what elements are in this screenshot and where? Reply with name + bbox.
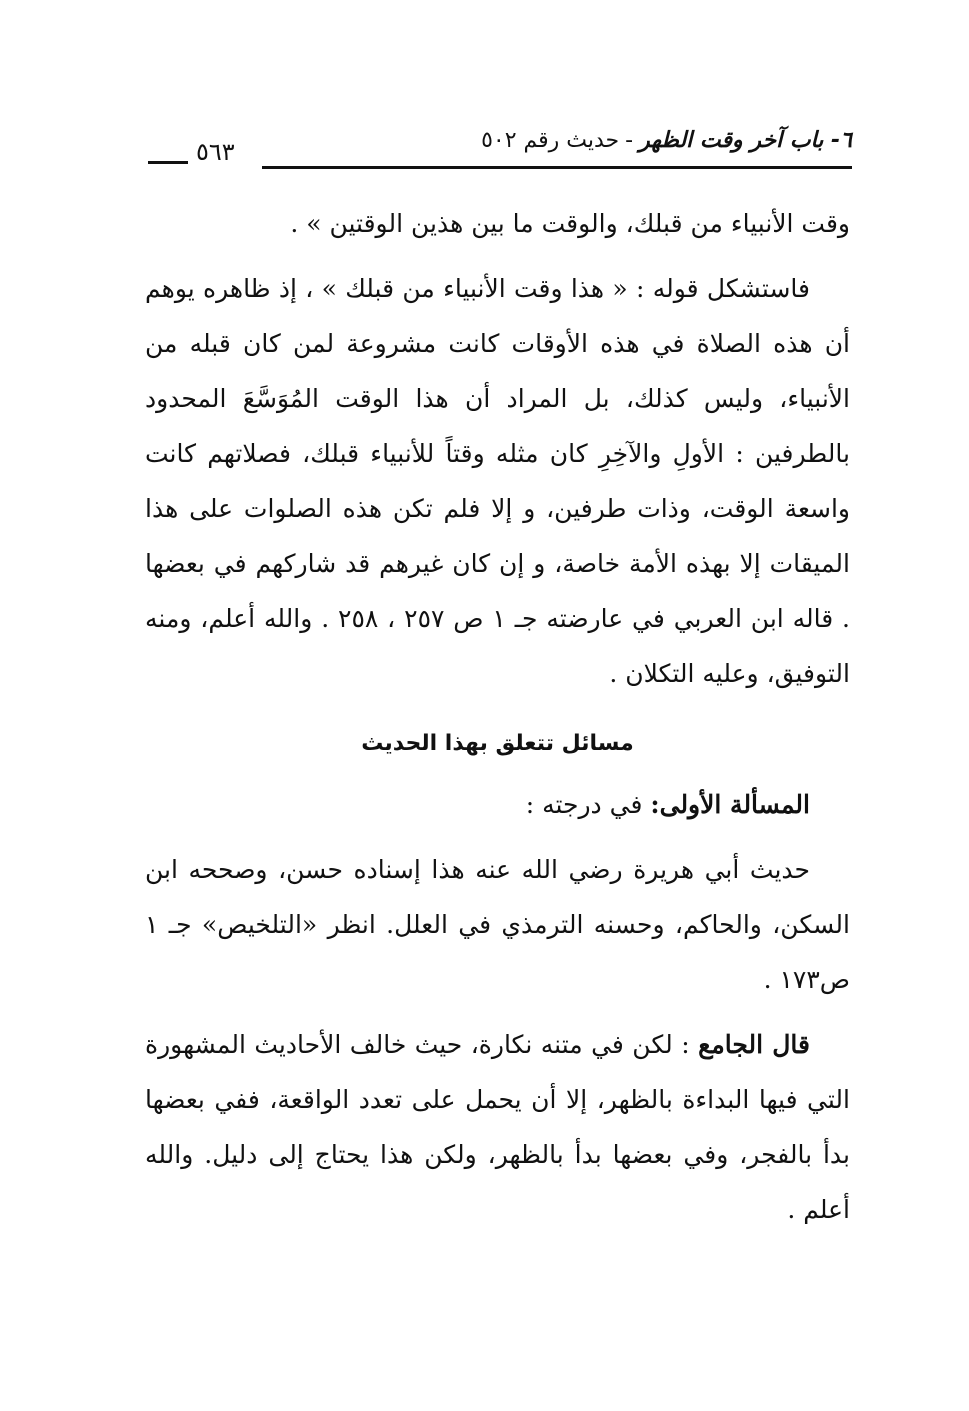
question-1 xyxy=(145,777,850,832)
chapter-title: ٦- باب آخر وقت الظهر xyxy=(639,128,852,153)
question-1-text: في درجته : xyxy=(525,790,643,819)
paragraph-3: حديث أبي هريرة رضي الله عنه هذا إسناده حسن، وصححه ابن السكن، والحاكم، وحسنه الترمذي في العلل. انظر «التلخيص» جـ ١ ص١٧٣ . xyxy=(145,855,850,994)
paragraph-4 xyxy=(145,1017,850,1237)
section-title: مسائل تتعلق بهذا الحديث xyxy=(361,731,634,756)
paragraph-4-text: : لكن في متنه نكارة، حيث خالف الأحاديث المشهورة التي فيها البداءة بالظهر، إلا أن يحمل على تعدد الواقعة، ففي بعضها بدأ بالفجر، وفي بعضها بدأ بالظهر، ولكن هذا يحتاج إلى دليل. والله أعلم . xyxy=(145,1030,850,1224)
title-separator: - xyxy=(625,128,634,153)
paragraph-2: فاستشكل قوله : « هذا وقت الأنبياء من قبلك » ، إذ ظاهره يوهم أن هذه الصلاة في هذه الأوقات كانت مشروعة لمن كان قبله من الأنبياء، وليس كذلك، بل المراد أن هذا الوقت المُوَسَّعَ المحدود بالطرفين : الأولِ والآخِرِ كان مثله وقتاً للأنبياء قبلك، فصلاتهم كانت واسعة الوقت، وذات طرفين، و إلا فلم تكن هذه الصلوات على هذا الميقات إلا بهذه الأمة خاصة، و إن كان غيرهم قد شاركهم في بعضها . قاله ابن العربي في عارضته جـ ١ ص ٢٥٧ ، ٢٥٨ . والله أعلم، ومنه التوفيق، وعليه التكلان . xyxy=(145,274,851,688)
running-title xyxy=(481,128,852,153)
header-rule xyxy=(262,166,852,169)
page-number-dash xyxy=(148,161,188,164)
page-body xyxy=(145,196,850,1237)
question-1-label: المسألة الأولى: xyxy=(650,790,810,819)
page-number: ٥٦٣ xyxy=(196,138,235,166)
paragraph-1: وقت الأنبياء من قبلك، والوقت ما بين هذين الوقتين » . xyxy=(290,209,850,238)
page-header xyxy=(140,128,852,178)
paragraph-4-label: قال الجامع xyxy=(698,1030,811,1059)
hadith-reference: حديث رقم ٥٠٢ xyxy=(481,128,620,153)
